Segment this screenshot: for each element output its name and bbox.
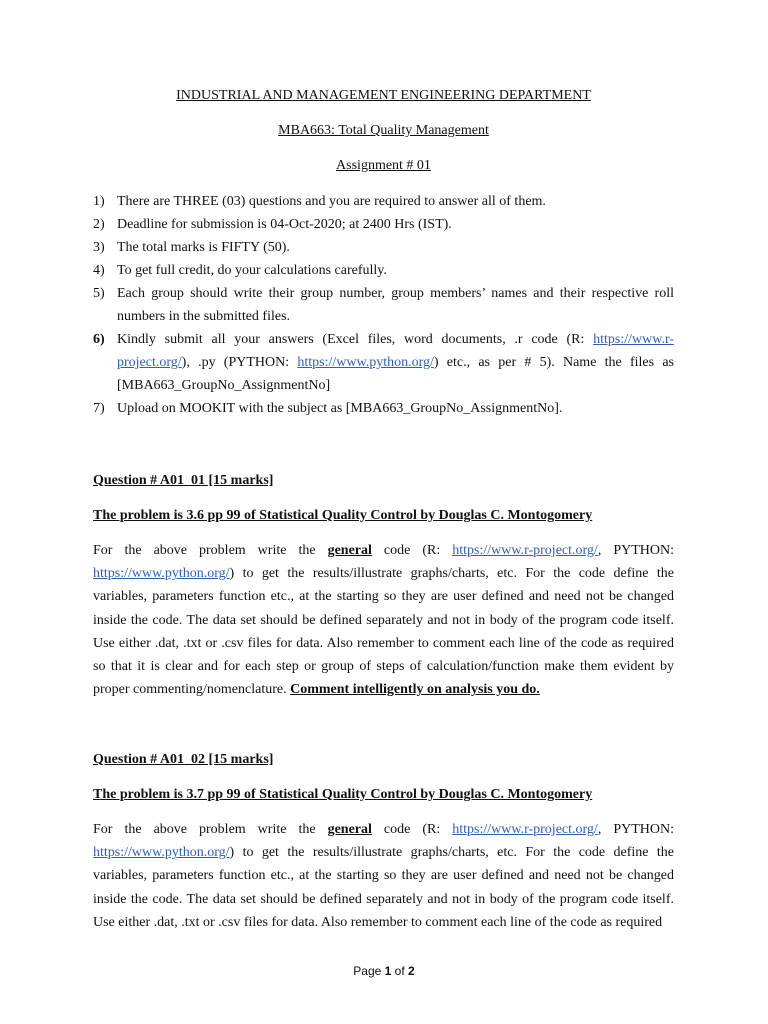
python-link[interactable]: https://www.python.org/: [297, 355, 434, 370]
description-text: code (R:: [371, 543, 453, 558]
instruction-item: [93, 213, 674, 236]
instruction-text: Kindly submit all your answers (Excel files, word documents, .r code (R:: [117, 332, 594, 347]
general-emphasis: general: [327, 822, 372, 837]
description-text: For the above problem write the: [93, 543, 328, 558]
department-title: INDUSTRIAL AND MANAGEMENT ENGINEERING DEPARTMENT: [176, 88, 591, 103]
page-of: of: [394, 964, 405, 978]
question-1-heading: Question # A01_01 [15 marks]: [93, 473, 274, 488]
r-project-link[interactable]: https://www.r-project.org/: [117, 332, 674, 370]
instruction-item: [93, 282, 674, 328]
page-total: 2: [408, 964, 415, 978]
page-footer: [0, 963, 768, 979]
instruction-number: 7): [93, 401, 105, 416]
page-label: Page: [353, 964, 382, 978]
instruction-number: 5): [93, 286, 105, 301]
instruction-text: Deadline for submission is 04-Oct-2020; at 2400 Hrs (IST).: [117, 217, 452, 232]
description-text: ) to get the results/illustrate graphs/charts, etc. For the code define the variables, parameters function etc., at the starting so they are user defined and need not be changed inside the code. The data set should be defined separately and not in body of the program code itself. Use either .dat, .txt or .csv files for data. Also remember to comment each line of the code as required so that it is clear and for each step or group of steps of calculation/function make them evident by proper commenting/nomenclature.: [93, 566, 674, 698]
page-current: 1: [384, 964, 392, 978]
question-1-problem: The problem is 3.6 pp 99 of Statistical Quality Control by Douglas C. Montogomery: [93, 508, 593, 523]
question-1-description: [93, 539, 674, 701]
document-page: [93, 0, 674, 1024]
instruction-text: ) etc., as per # 5). Name the files as [MBA663_GroupNo_AssignmentNo]: [117, 355, 674, 393]
instruction-number: 1): [93, 194, 105, 209]
question-2-description: [93, 818, 674, 934]
general-emphasis: general: [327, 543, 372, 558]
assignment-title: Assignment # 01: [336, 158, 431, 173]
instruction-item: [93, 236, 674, 259]
question-2-heading: Question # A01_02 [15 marks]: [93, 752, 274, 767]
python-link[interactable]: https://www.python.org/: [93, 566, 230, 582]
instruction-number: 4): [93, 263, 105, 278]
r-project-link[interactable]: https://www.r-project.org/: [452, 822, 598, 837]
analysis-emphasis: Comment intelligently on analysis you do.: [290, 682, 540, 698]
instruction-text: The total marks is FIFTY (50).: [117, 240, 290, 255]
instruction-item: [93, 259, 674, 282]
instruction-text: ), .py (PYTHON:: [181, 355, 298, 370]
instruction-item: [93, 328, 674, 397]
instruction-text: To get full credit, do your calculations carefully.: [117, 263, 387, 278]
instruction-text: Upload on MOOKIT with the subject as [MBA663_GroupNo_AssignmentNo].: [117, 401, 563, 416]
description-text: For the above problem write the: [93, 822, 328, 837]
python-link[interactable]: https://www.python.org/: [93, 845, 230, 861]
instruction-text: Each group should write their group number, group members’ names and their respective roll numbers in the submitted files.: [117, 286, 674, 324]
instruction-number: 6): [93, 332, 105, 347]
description-text: code (R:: [371, 822, 453, 837]
instruction-item: [93, 397, 674, 420]
instruction-item: [93, 190, 674, 213]
course-title: MBA663: Total Quality Management: [278, 123, 489, 138]
description-text: , PYTHON:: [597, 822, 674, 837]
instruction-number: 3): [93, 240, 105, 255]
instructions-list: [93, 190, 674, 420]
r-project-link[interactable]: https://www.r-project.org/: [452, 543, 598, 558]
instruction-number: 2): [93, 217, 105, 232]
question-2-problem: The problem is 3.7 pp 99 of Statistical Quality Control by Douglas C. Montogomery: [93, 787, 593, 802]
description-text: , PYTHON:: [597, 543, 674, 558]
description-text: ) to get the results/illustrate graphs/charts, etc. For the code define the variables, parameters function etc., at the starting so they are user defined and need not be changed inside the code. The data set should be defined separately and not in body of the program code itself. Use either .dat, .txt or .csv files for data. Also remember to comment each line of the code as required: [93, 845, 674, 930]
instruction-text: There are THREE (03) questions and you are required to answer all of them.: [117, 194, 546, 209]
